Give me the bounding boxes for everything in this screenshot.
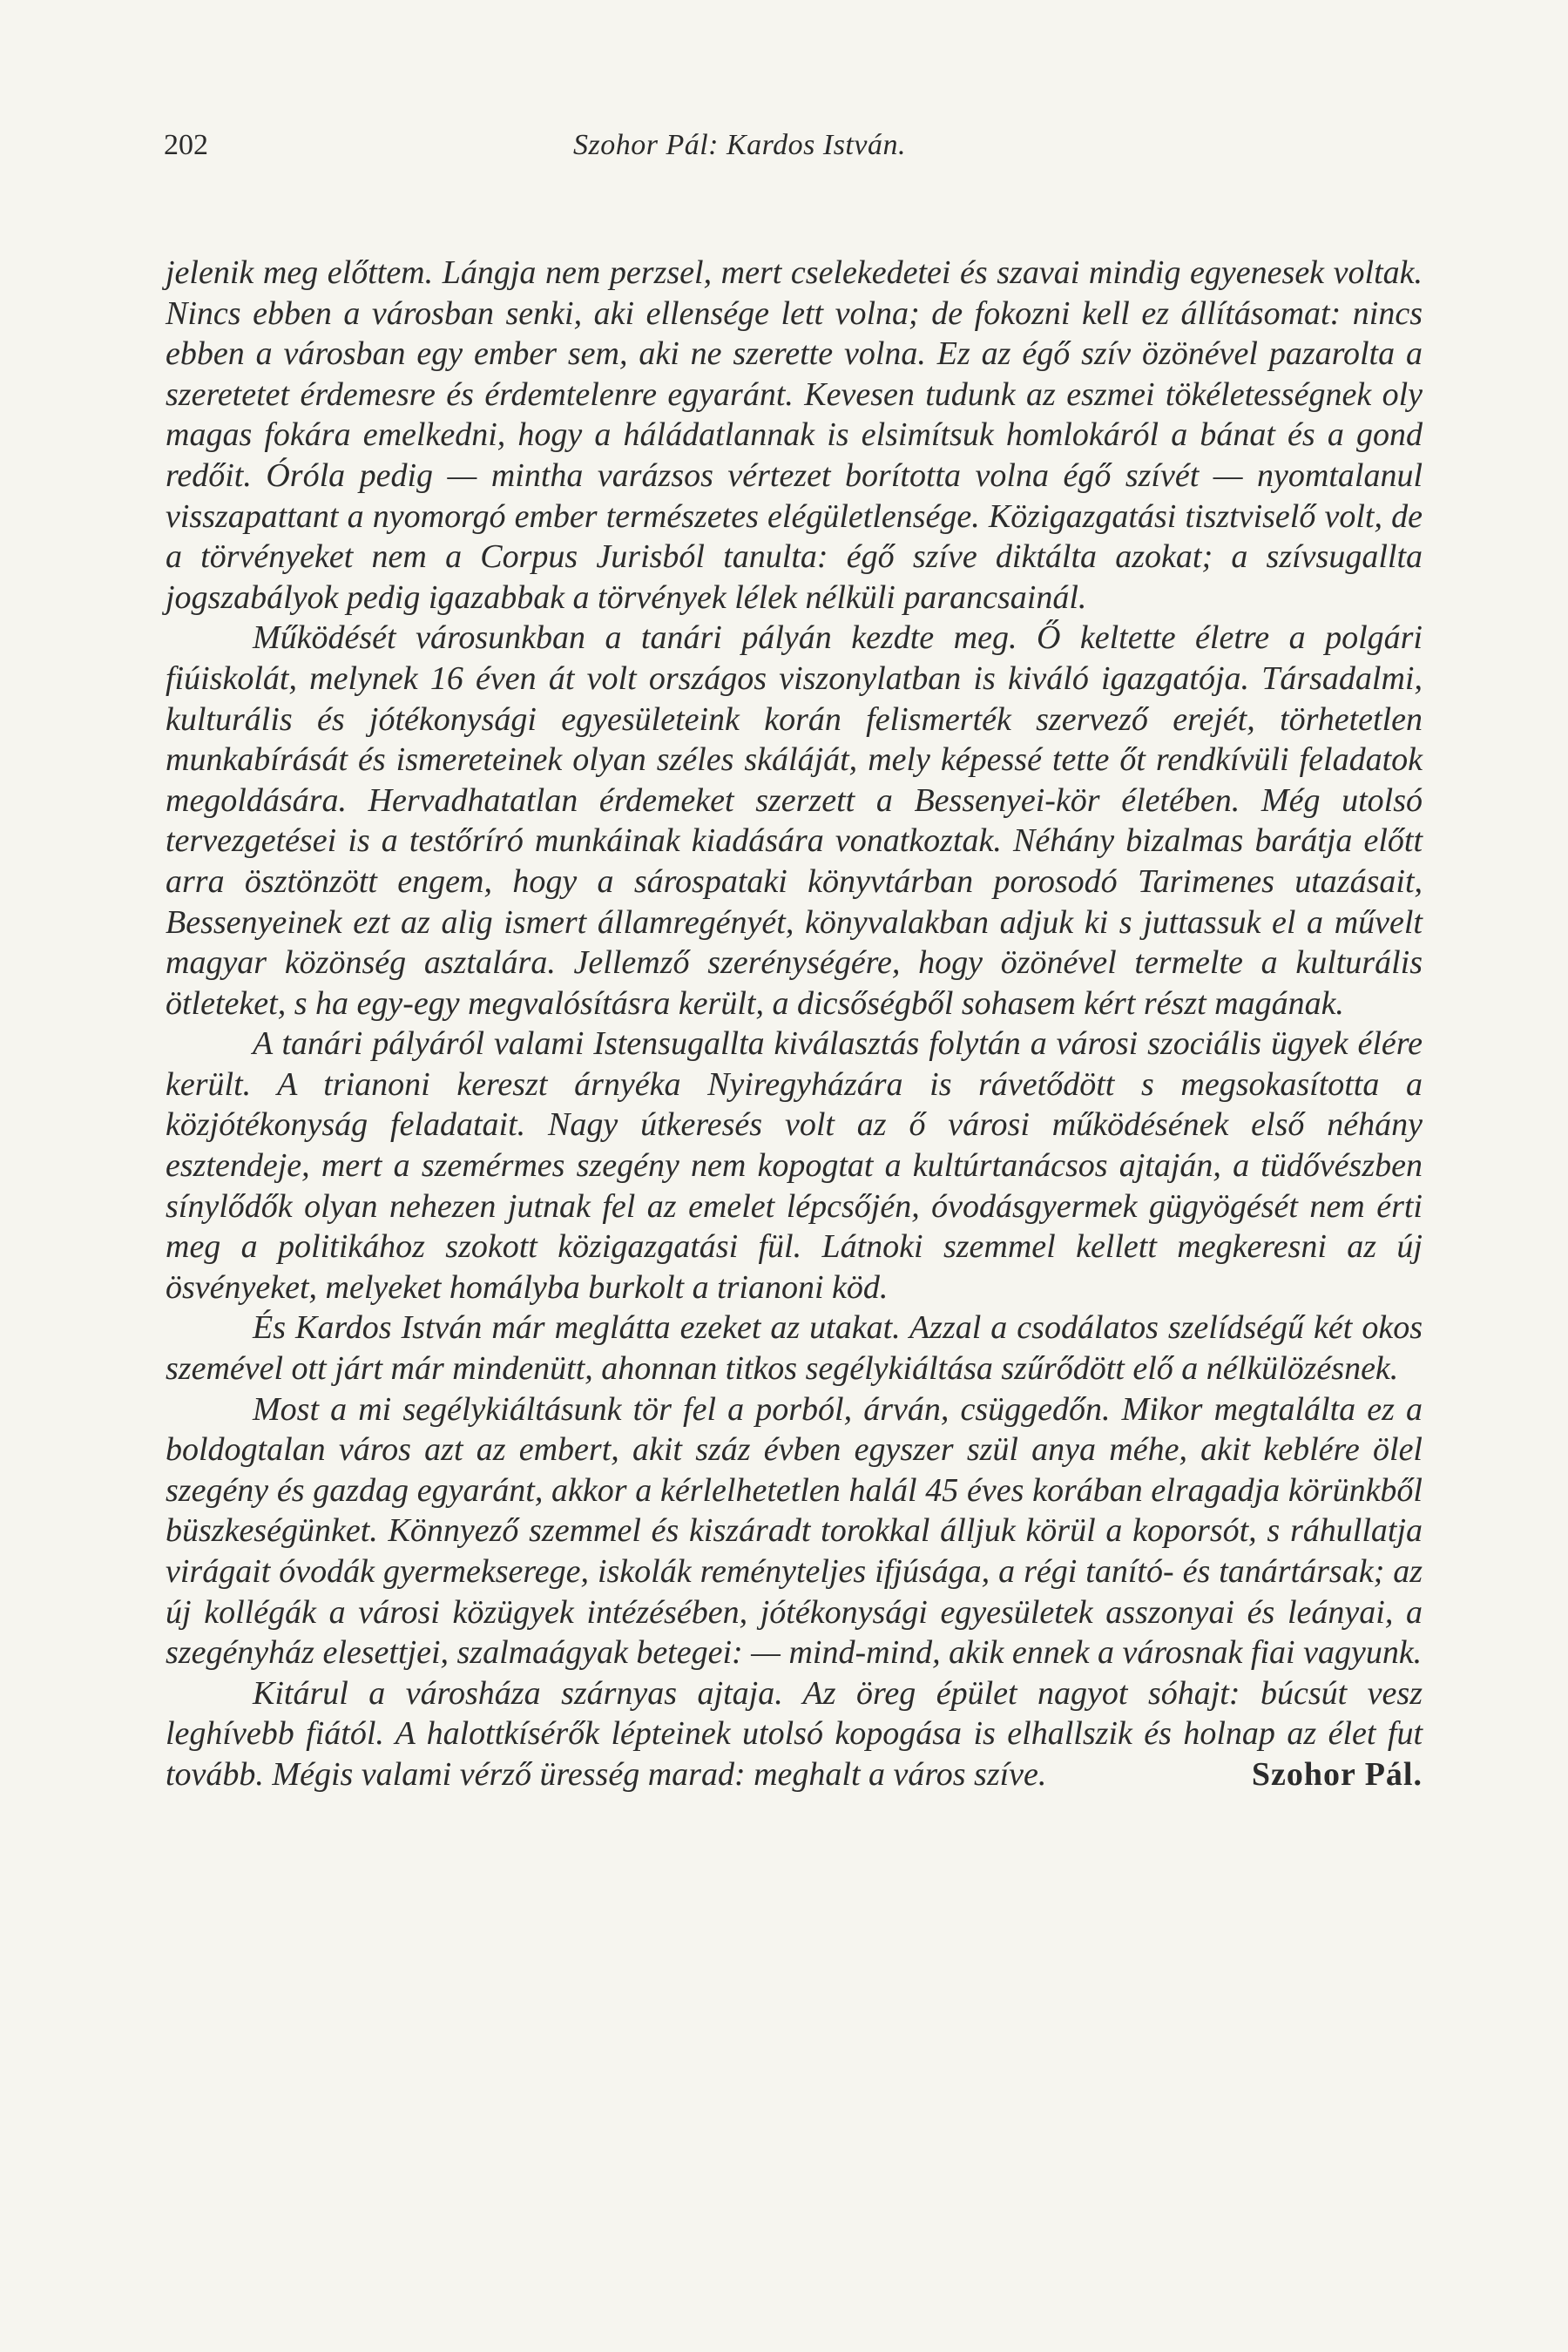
paragraph: Működését városunkban a tanári pályán kezdte meg. Ő keltette életre a polgári fiúiskolát, melynek 16 éven át volt országos viszonylatban is kiváló igazgatója. Társadalmi, kulturális és jótékonysági egyesületeink korán felismerték szervező erejét, törhetetlen munkabírását és ismereteinek olyan széles skáláját, mely képessé tette őt rendkívüli feladatok megoldására. Hervadhatatlan érdemeket szerzett a Bessenyei-kör életében. Még utolsó tervezgetései is a testőríró munkáinak kiadására vonatkoztak. Néhány bizalmas barátja előtt arra ösztönzött engem, hogy a sárospataki könyvtárban porosodó Tarimenes utazásait, Bessenyeinek ezt az alig ismert államregényét, könyvalakban adjuk ki s juttassuk el a művelt magyar közönség asztalára. Jellemző szerénységére, hogy özönével termelte a kulturális ötleteket, s ha egy-egy megvalósításra került, a dicsőségből sohasem kért részt magának.: [166, 619, 1423, 1022]
author-signature: Szohor Pál.: [1251, 1755, 1423, 1793]
paragraph: A tanári pályáról valami Istensugallta kiválasztás folytán a városi szociális ügyek élére került. A trianoni kereszt árnyéka Nyiregyházára is rávetődött s megsokasította a közjótékonyság feladatait. Nagy útkeresés volt az ő városi működésének első néhány esztendeje, mert a szemérmes szegény nem kopogtat a kultúrtanácsos ajtaján, a tüdővészben sínylődők olyan nehezen jutnak fel az emelet lépcsőjén, óvodásgyermek gügyögését nem érti meg a politikához szokott közigazgatási fül. Látnoki szemmel kellett megkeresni az új ösvényeket, melyeket homályba burkolt a trianoni köd.: [166, 1025, 1423, 1306]
paragraph-last-text: Kitárul a városháza szárnyas ajtaja. Az öreg épület nagyot sóhajt: búcsút vesz leghívebb fiától. A halottkísérők lépteinek utolsó kopogása is elhallszik és holnap az élet fut tovább. Mégis valami vérző üresség marad: meghalt a város szíve.: [166, 1674, 1423, 1793]
article-body: [166, 253, 1423, 1795]
page-header: [164, 129, 1383, 181]
paragraph-last: [166, 1673, 1423, 1795]
paragraph: jelenik meg előttem. Lángja nem perzsel, mert cselekedetei és szavai mindig egyenesek voltak. Nincs ebben a városban senki, aki ellensége lett volna; de fokozni kell ez állításomat: nincs ebben a városban egy ember sem, aki ne szerette volna. Ez az égő szív özönével pazarolta a szeretetet érdemesre és érdemtelenre egyaránt. Kevesen tudunk az eszmei tökéletességnek oly magas fokára emelkedni, hogy a háládatlannak is elsimítsuk homlokáról a bánat és a gond redőit. Óróla pedig — mintha varázsos vértezet borította volna égő szívét — nyomtalanul visszapattant a nyomorgó ember természetes elégületlensége. Közigazgatási tisztviselő volt, de a törvényeket nem a Corpus Jurisból tanulta: égő szíve diktálta azokat; a szívsugallta jogszabályok pedig igazabbak a törvények lélek nélküli parancsainál.: [166, 254, 1423, 616]
page-number: 202: [164, 129, 208, 161]
paragraph: Most a mi segélykiáltásunk tör fel a porból, árván, csüggedőn. Mikor megtalálta ez a boldogtalan város azt az embert, akit száz évben egyszer szül anya méhe, akit keblére ölel szegény és gazdag egyaránt, akkor a kérlelhetetlen halál 45 éves korában elragadja körünkből büszkeségünket. Könnyező szemmel és kiszáradt torokkal álljuk körül a koporsót, s ráhullatja virágait óvodák gyermekserege, iskolák reményteljes ifjúsága, a régi tanító- és tanártársak; az új kollégák a városi közügyek intézésében, jótékonysági egyesületek asszonyai és leányai, a szegényház elesettjei, szalmaágyak betegei: — mind-mind, akik ennek a városnak fiai vagyunk.: [166, 1390, 1423, 1672]
paragraph: És Kardos István már meglátta ezeket az utakat. Azzal a csodálatos szelídségű két okos szemével ott járt már mindenütt, ahonnan titkos segélykiáltása szűrődött elő a nélkülözésnek.: [166, 1309, 1423, 1388]
running-title: Szohor Pál: Kardos István.: [573, 129, 906, 161]
